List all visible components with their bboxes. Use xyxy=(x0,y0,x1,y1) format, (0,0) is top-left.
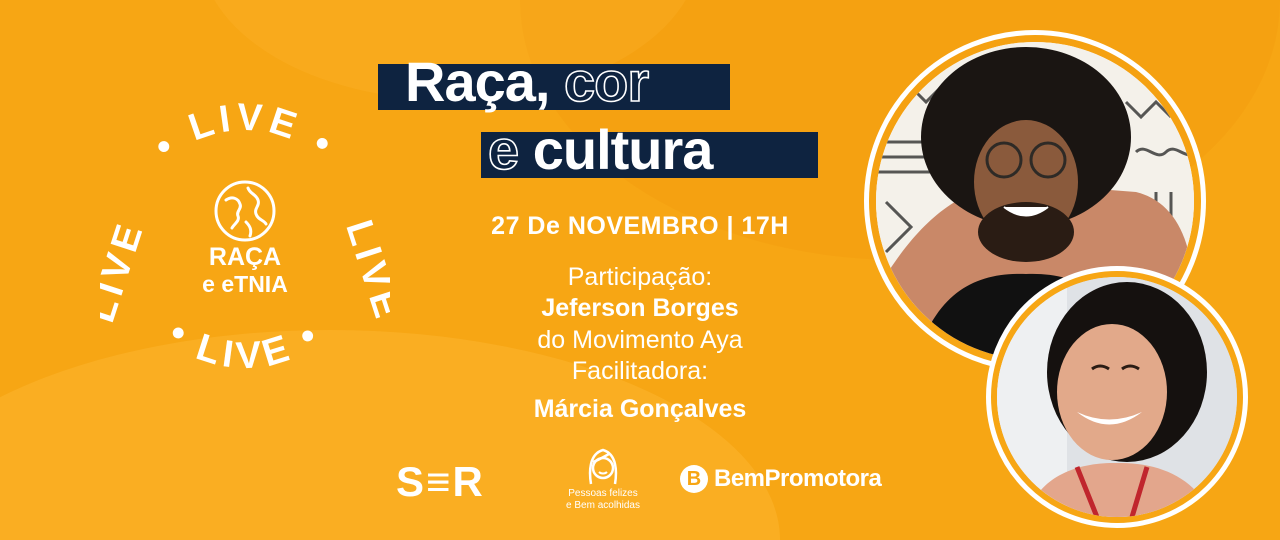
participation-label: Participação: xyxy=(567,263,713,291)
facilitator-photo xyxy=(997,277,1237,517)
event-date: 27 De NOVEMBRO | 17H xyxy=(491,212,789,240)
seal-title-line1: RAÇA xyxy=(208,243,282,271)
seal-ring-text-top xyxy=(146,100,344,168)
bem-logo-text: BemPromotora xyxy=(714,465,882,492)
facilitator-name: Márcia Gonçalves xyxy=(533,395,747,423)
title-word-outline: cor xyxy=(564,50,649,113)
pessoas-line2: e Bem acolhidas xyxy=(566,500,640,511)
pessoas-line1: Pessoas felizes xyxy=(568,488,638,499)
live-seal xyxy=(100,100,390,390)
pessoas-felizes-logo xyxy=(548,444,658,512)
seal-center xyxy=(195,178,295,298)
facilitator-photo-illustration xyxy=(997,277,1237,517)
bem-logo-icon: B xyxy=(680,465,708,493)
seal-ring-right: LIVE xyxy=(337,215,390,328)
participant-org: do Movimento Aya xyxy=(537,326,743,354)
seal-title-line2: e eTNIA xyxy=(202,271,288,297)
facilitator-label: Facilitadora: xyxy=(571,357,709,385)
title-line2 xyxy=(488,118,713,181)
seal-ring-text-bottom xyxy=(160,313,330,378)
title-word-bold: cultura xyxy=(532,118,713,181)
participant-name: Jeferson Borges xyxy=(541,294,739,322)
seal-ring-left: LIVE xyxy=(100,215,153,328)
person-icon xyxy=(583,444,623,488)
title-word-outline: e xyxy=(488,118,519,181)
title-word-bold: Raça, xyxy=(405,50,550,113)
ser-logo: S≡R xyxy=(396,458,485,505)
seal-ring-bottom: • LIVE • xyxy=(160,312,330,378)
globe-icon xyxy=(212,178,278,244)
seal-ring-top: • LIVE • xyxy=(145,100,345,168)
bem-promotora-logo xyxy=(680,465,881,493)
title-line1 xyxy=(405,50,649,113)
